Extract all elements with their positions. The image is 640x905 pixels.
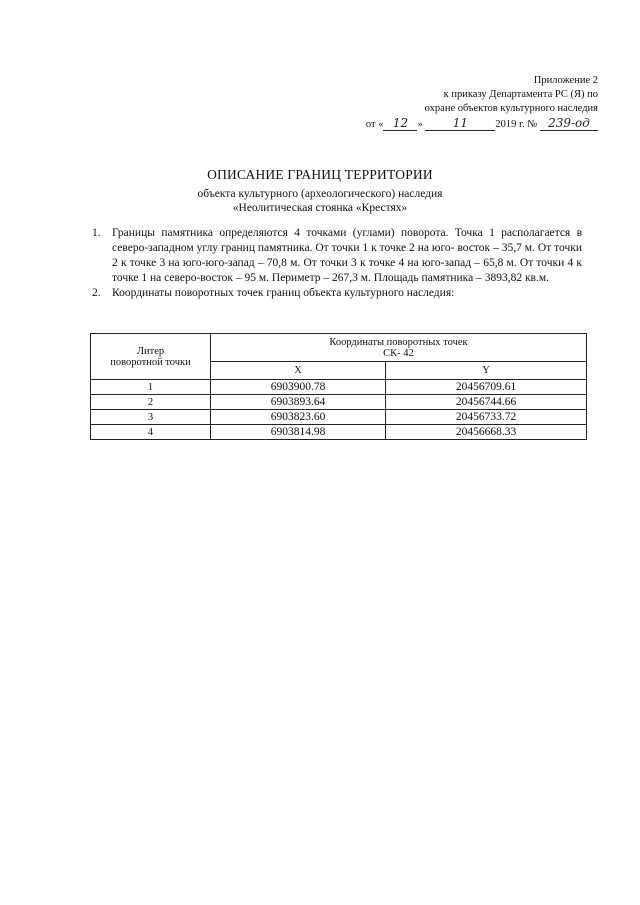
order-number: 239-од [540, 116, 598, 131]
appendix-order-line: к приказу Департамента РС (Я) по [443, 89, 598, 100]
document-title: ОПИСАНИЕ ГРАНИЦ ТЕРРИТОРИИ [207, 167, 433, 182]
title-block [0, 167, 640, 215]
x-cell: 6903823.60 [211, 410, 386, 425]
document-subtitle-2: «Неолитическая стоянка «Крестях» [232, 202, 408, 214]
list-item-number: 1. [92, 227, 101, 239]
date-month: 11 [425, 116, 495, 131]
appendix-department-line: охране объектов культурного наследия [424, 103, 598, 114]
table-row [91, 410, 587, 425]
point-cell: 2 [91, 395, 211, 410]
point-header-line2: поворотной точки [110, 356, 191, 368]
point-cell: 1 [91, 380, 211, 395]
list-item-text: Границы памятника определяются 4 точками (углами) поворота. Точка 1 располагается в северо-западном углу границ памятника. От точки 1 к точке 2 на юго- восток – 35,7 м. От точки 2 к точке 3 на юго-юго-запад – 70,8 м. От точки 3 к точке 4 на юго-запад – 65,8 м. От точки 4 к точке 1 на северо-восток – 95 м. Периметр – 267,3 м. Площадь памятника – 3893,82 кв.м. [112, 227, 582, 284]
coordinates-table [90, 333, 587, 440]
date-year: 2019 г. № [495, 119, 538, 130]
y-cell: 20456733.72 [386, 410, 587, 425]
appendix-title: Приложение 2 [533, 75, 598, 86]
y-header: Y [386, 362, 587, 380]
list-item [92, 286, 582, 301]
list-item-number: 2. [92, 287, 101, 299]
table-row [91, 380, 587, 395]
y-cell: 20456668.33 [386, 425, 587, 440]
date-prefix: от « [365, 119, 384, 130]
appendix-date-line [298, 116, 598, 132]
appendix-header [298, 74, 598, 132]
date-sep: » [417, 119, 423, 130]
list-item [92, 226, 582, 286]
document-subtitle-1: объекта культурного (археологического) наследия [197, 188, 443, 200]
table-row [91, 395, 587, 410]
y-cell: 20456709.61 [386, 380, 587, 395]
y-cell: 20456744.66 [386, 395, 587, 410]
x-cell: 6903814.98 [211, 425, 386, 440]
point-cell: 3 [91, 410, 211, 425]
list-item-text: Координаты поворотных точек границ объекта культурного наследия: [112, 287, 455, 299]
x-cell: 6903900.78 [211, 380, 386, 395]
coords-header [211, 334, 587, 362]
date-day: 12 [383, 116, 417, 131]
point-header [91, 334, 211, 380]
x-cell: 6903893.64 [211, 395, 386, 410]
table-row [91, 425, 587, 440]
coords-header-line1: Координаты поворотных точек [329, 336, 468, 348]
point-header-line1: Литер [136, 345, 165, 357]
x-header: X [211, 362, 386, 380]
coords-header-line2: СК- 42 [383, 347, 414, 359]
point-cell: 4 [91, 425, 211, 440]
description-list [92, 226, 582, 301]
